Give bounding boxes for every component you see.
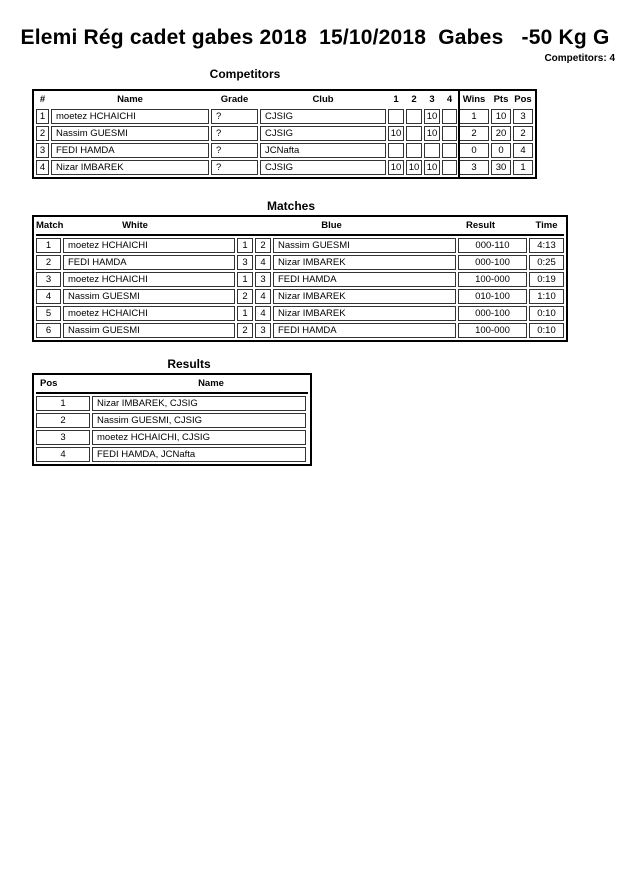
table-row bbox=[36, 255, 564, 270]
cell-blue-name: FEDI HAMDA bbox=[273, 323, 456, 338]
cell-blue-name: FEDI HAMDA bbox=[273, 272, 456, 287]
competitors-table bbox=[32, 89, 537, 179]
cell-blue-num: 3 bbox=[255, 323, 271, 338]
cell-pos: 4 bbox=[36, 447, 90, 462]
cell-time: 0:10 bbox=[529, 323, 564, 338]
cell-pos: 4 bbox=[513, 143, 533, 158]
cell-grade: ? bbox=[211, 143, 258, 158]
cell-name: FEDI HAMDA bbox=[51, 143, 209, 158]
table-row bbox=[36, 238, 564, 253]
cell-wins: 1 bbox=[459, 109, 489, 124]
cell-num: 1 bbox=[36, 109, 49, 124]
col-header-round-4: 4 bbox=[446, 94, 453, 105]
table-row bbox=[36, 323, 564, 338]
cell-name: moetez HCHAICHI, CJSIG bbox=[92, 430, 306, 445]
cell-num: 4 bbox=[36, 160, 49, 175]
cell-round-4 bbox=[442, 126, 457, 141]
cell-round-4 bbox=[442, 160, 457, 175]
cell-white-name: Nassim GUESMI bbox=[63, 289, 235, 304]
cell-pos: 2 bbox=[513, 126, 533, 141]
cell-round-1: 10 bbox=[388, 160, 404, 175]
table-row bbox=[36, 396, 308, 411]
cell-club: CJSIG bbox=[260, 109, 386, 124]
cell-white-num: 2 bbox=[237, 323, 253, 338]
section-heading-results: Results bbox=[167, 357, 211, 371]
cell-name: Nassim GUESMI, CJSIG bbox=[92, 413, 306, 428]
cell-white-name: moetez HCHAICHI bbox=[63, 306, 235, 321]
cell-name: FEDI HAMDA, JCNafta bbox=[92, 447, 306, 462]
cell-num: 2 bbox=[36, 126, 49, 141]
cell-pos: 2 bbox=[36, 413, 90, 428]
cell-name: Nizar IMBAREK, CJSIG bbox=[92, 396, 306, 411]
cell-blue-name: Nizar IMBAREK bbox=[273, 306, 456, 321]
cell-pts: 30 bbox=[491, 160, 511, 175]
cell-white-num: 1 bbox=[237, 306, 253, 321]
col-header-pts: Pts bbox=[493, 94, 509, 105]
col-header-match: Match bbox=[36, 220, 64, 231]
matches-header-row bbox=[36, 219, 564, 236]
cell-pos: 1 bbox=[513, 160, 533, 175]
cell-wins: 0 bbox=[459, 143, 489, 158]
cell-club: JCNafta bbox=[260, 143, 386, 158]
cell-blue-num: 3 bbox=[255, 272, 271, 287]
cell-result: 000-110 bbox=[458, 238, 527, 253]
cell-pts: 10 bbox=[491, 109, 511, 124]
table-row bbox=[36, 447, 308, 462]
col-header-blue: Blue bbox=[321, 220, 342, 231]
cell-round-1: 10 bbox=[388, 126, 404, 141]
table-row bbox=[36, 430, 308, 445]
cell-name: Nassim GUESMI bbox=[51, 126, 209, 141]
cell-time: 0:25 bbox=[529, 255, 564, 270]
cell-white-num: 1 bbox=[237, 272, 253, 287]
cell-round-1 bbox=[388, 143, 404, 158]
results-table bbox=[32, 373, 312, 466]
cell-round-4 bbox=[442, 143, 457, 158]
col-header-round-1: 1 bbox=[393, 94, 399, 105]
cell-blue-name: Nassim GUESMI bbox=[273, 238, 456, 253]
col-header-name: Name bbox=[198, 378, 224, 389]
cell-match-num: 1 bbox=[36, 238, 61, 253]
cell-white-name: moetez HCHAICHI bbox=[63, 272, 235, 287]
col-header-club: Club bbox=[312, 94, 334, 105]
cell-white-name: FEDI HAMDA bbox=[63, 255, 235, 270]
cell-pts: 0 bbox=[491, 143, 511, 158]
cell-time: 4:13 bbox=[529, 238, 564, 253]
cell-round-3: 10 bbox=[424, 109, 440, 124]
cell-round-3: 10 bbox=[424, 126, 440, 141]
cell-round-2 bbox=[406, 109, 422, 124]
cell-match-num: 6 bbox=[36, 323, 61, 338]
cell-name: Nizar IMBAREK bbox=[51, 160, 209, 175]
col-header-result: Result bbox=[465, 220, 496, 231]
cell-blue-num: 4 bbox=[255, 306, 271, 321]
cell-white-num: 2 bbox=[237, 289, 253, 304]
page-title: Elemi Rég cadet gabes 2018 15/10/2018 Gabes -50 Kg G bbox=[20, 26, 610, 49]
col-header-white: White bbox=[122, 220, 148, 231]
cell-result: 100-000 bbox=[458, 323, 527, 338]
cell-time: 0:19 bbox=[529, 272, 564, 287]
cell-club: CJSIG bbox=[260, 126, 386, 141]
cell-time: 1:10 bbox=[529, 289, 564, 304]
cell-result: 000-100 bbox=[458, 255, 527, 270]
col-header-pos: Pos bbox=[514, 94, 532, 105]
cell-white-num: 1 bbox=[237, 238, 253, 253]
cell-pos: 1 bbox=[36, 396, 90, 411]
cell-result: 010-100 bbox=[458, 289, 527, 304]
table-row bbox=[36, 272, 564, 287]
cell-white-num: 3 bbox=[237, 255, 253, 270]
cell-match-num: 3 bbox=[36, 272, 61, 287]
table-row bbox=[36, 413, 308, 428]
cell-time: 0:10 bbox=[529, 306, 564, 321]
cell-blue-name: Nizar IMBAREK bbox=[273, 289, 456, 304]
cell-result: 000-100 bbox=[458, 306, 527, 321]
col-header-round-3: 3 bbox=[429, 94, 435, 105]
cell-grade: ? bbox=[211, 126, 258, 141]
col-header-round-2: 2 bbox=[411, 94, 417, 105]
cell-blue-num: 2 bbox=[255, 238, 271, 253]
competitors-count: Competitors: 4 bbox=[544, 53, 615, 64]
matches-table bbox=[32, 215, 568, 342]
col-header-grade: Grade bbox=[220, 94, 249, 105]
cell-round-3 bbox=[424, 143, 440, 158]
col-header-name: Name bbox=[117, 94, 143, 105]
cell-match-num: 4 bbox=[36, 289, 61, 304]
cell-round-1 bbox=[388, 109, 404, 124]
cell-wins: 2 bbox=[459, 126, 489, 141]
cell-num: 3 bbox=[36, 143, 49, 158]
cell-white-name: Nassim GUESMI bbox=[63, 323, 235, 338]
cell-blue-name: Nizar IMBAREK bbox=[273, 255, 456, 270]
cell-match-num: 2 bbox=[36, 255, 61, 270]
section-heading-matches: Matches bbox=[266, 199, 316, 213]
cell-pos: 3 bbox=[36, 430, 90, 445]
cell-round-2: 10 bbox=[406, 160, 422, 175]
cell-grade: ? bbox=[211, 109, 258, 124]
cell-blue-num: 4 bbox=[255, 255, 271, 270]
cell-pos: 3 bbox=[513, 109, 533, 124]
col-header-pos: Pos bbox=[40, 378, 58, 389]
cell-round-2 bbox=[406, 143, 422, 158]
section-heading-competitors: Competitors bbox=[209, 67, 281, 81]
cell-match-num: 5 bbox=[36, 306, 61, 321]
cell-pts: 20 bbox=[491, 126, 511, 141]
col-header-num: # bbox=[39, 94, 46, 105]
cell-result: 100-000 bbox=[458, 272, 527, 287]
col-header-time: Time bbox=[535, 220, 558, 231]
cell-name: moetez HCHAICHI bbox=[51, 109, 209, 124]
table-row bbox=[36, 289, 564, 304]
cell-club: CJSIG bbox=[260, 160, 386, 175]
results-header-row bbox=[36, 377, 308, 394]
cell-grade: ? bbox=[211, 160, 258, 175]
cell-round-2 bbox=[406, 126, 422, 141]
competitors-header-row bbox=[36, 93, 533, 107]
cell-white-name: moetez HCHAICHI bbox=[63, 238, 235, 253]
cell-blue-num: 4 bbox=[255, 289, 271, 304]
cell-round-4 bbox=[442, 109, 457, 124]
cell-round-3: 10 bbox=[424, 160, 440, 175]
table-row bbox=[36, 306, 564, 321]
cell-wins: 3 bbox=[459, 160, 489, 175]
col-header-wins: Wins bbox=[462, 94, 486, 105]
